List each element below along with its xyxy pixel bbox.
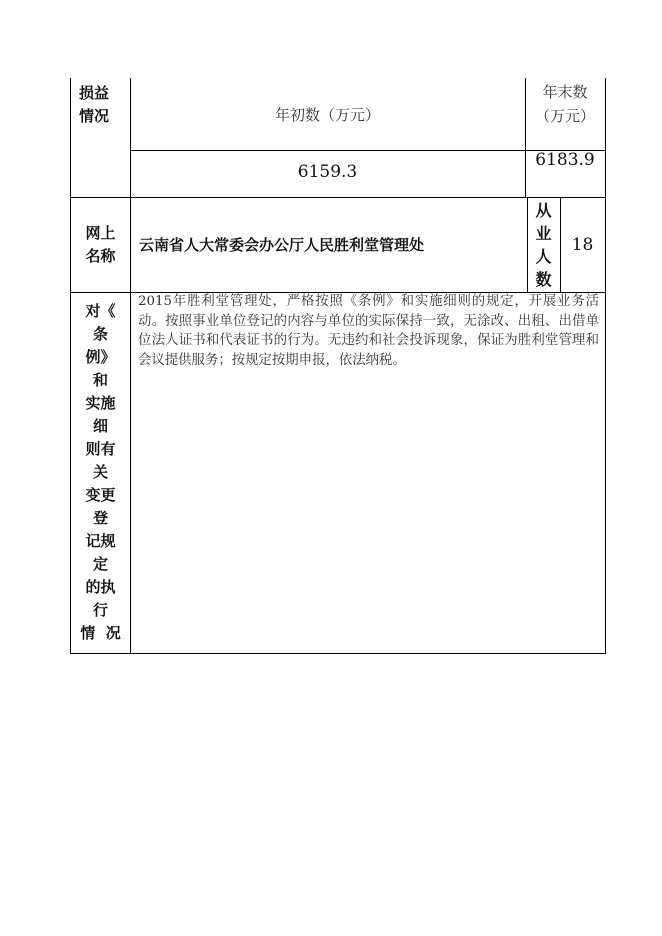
begin-value: 6159.3 [130,150,526,198]
label-line: 变更 [85,486,116,504]
label-line: 条 [92,325,108,343]
label-line: 例》 [85,348,116,366]
label-line: 实施 [85,394,116,412]
label-line: 关 [92,463,108,481]
staff-label: 从业人数 [527,197,561,293]
label-line: 和 [92,371,108,389]
compliance-label [70,292,131,654]
label-line: 记规 [85,532,116,550]
online-name-value: 云南省人大常委会办公厅人民胜利堂管理处 [130,197,528,293]
end-value: 6183.9 [525,150,606,198]
label-line: 对《 [85,302,116,320]
end-header: 年末数（万元） [525,78,606,151]
label-line: 行 [92,601,108,619]
label-line: 情 况 [80,624,121,642]
profit-label: 损益情况 [70,78,131,198]
compliance-text: 2015年胜利堂管理处，严格按照《条例》和实施细则的规定，开展业务活动。按照事业单位登记的内容与单位的实际保持一致，无涂改、出租、出借单位法人证书和代表证书的行为。无违约和社会投诉现象，保证为胜利堂管理和会议提供服务；按规定按期申报，依法纳税。 [130,292,606,654]
label-line: 的执 [85,578,116,596]
online-name-label: 网上名称 [70,197,131,293]
label-line: 登 [92,509,108,527]
staff-value: 18 [560,197,606,293]
label-line: 则有 [85,440,116,458]
label-line: 定 [92,555,108,573]
label-line: 细 [92,417,108,435]
begin-header: 年初数（万元） [130,78,526,151]
